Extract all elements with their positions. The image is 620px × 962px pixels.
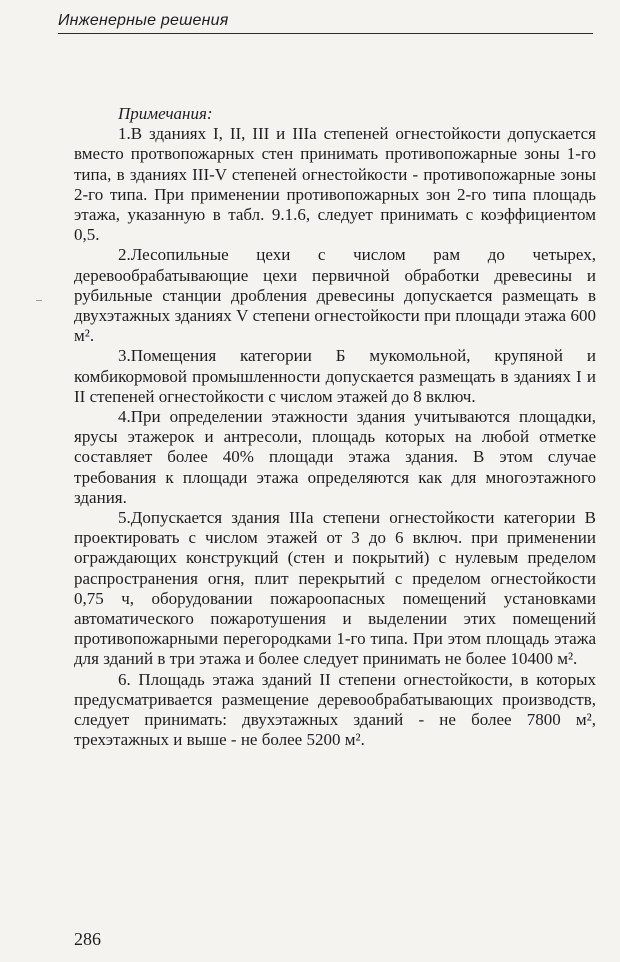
page-number: 286 bbox=[74, 929, 101, 949]
notes-section bbox=[74, 104, 596, 751]
note-paragraph-1: 1.В зданиях I, II, III и IIIa степеней огнестойкости допускается вместо протвопожарных стен принимать противопожарные зоны 1-го типа, в зданиях III-V степеней огнестойкости - противопожарные зоны 2-го типа. При применении противопожарных зон 2-го типа площадь этажа, указанную в табл. 9.1.6, следует принимать с коэффициентом 0,5. bbox=[74, 124, 596, 245]
running-header bbox=[58, 12, 593, 34]
scan-mark bbox=[36, 300, 42, 301]
note-paragraph-2: 2.Лесопильные цехи с числом рам до четырех, деревообрабатывающие цехи первичной обработки древесины и рубильные станции дробления древесины допускается размещать в двухэтажных зданиях V степени огнестойкости при площади этажа 600 м². bbox=[74, 245, 596, 346]
note-paragraph-5: 5.Допускается здания IIIa степени огнестойкости категории В проектировать с числом этажей от 3 до 6 включ. при применении ограждающих конструкций (стен и покрытий) с нулевым пределом распространения огня, плит перекрытий с пределом огнестойкости 0,75 ч, оборудовании пожароопасных помещений установками автоматического пожаротушения и выделении этих помещений противопожарными перегородками 1-го типа. При этом площадь этажа для зданий в три этажа и более следует принимать не более 10400 м². bbox=[74, 508, 596, 669]
note-paragraph-6: 6. Площадь этажа зданий II степени огнестойкости, в которых предусматривается размещение деревообрабатывающих производств, следует принимать: двухэтажных зданий - не более 7800 м², трехэтажных и выше - не более 5200 м². bbox=[74, 669, 596, 750]
header-title: Инженерные решения bbox=[58, 12, 229, 29]
notes-title: Примечания: bbox=[118, 104, 213, 123]
note-paragraph-4: 4.При определении этажности здания учитываются площадки, ярусы этажерок и антресоли, площадь которых на любой отметке составляет более 40% площади этажа здания. В этом случае требования к площади этажа определяются как для многоэтажного здания. bbox=[74, 407, 596, 507]
note-paragraph-3: 3.Помещения категории Б мукомольной, крупяной и комбикормовой промышленности допускается размещать в зданиях I и II степеней огнестойкости с числом этажей до 8 включ. bbox=[74, 346, 596, 406]
